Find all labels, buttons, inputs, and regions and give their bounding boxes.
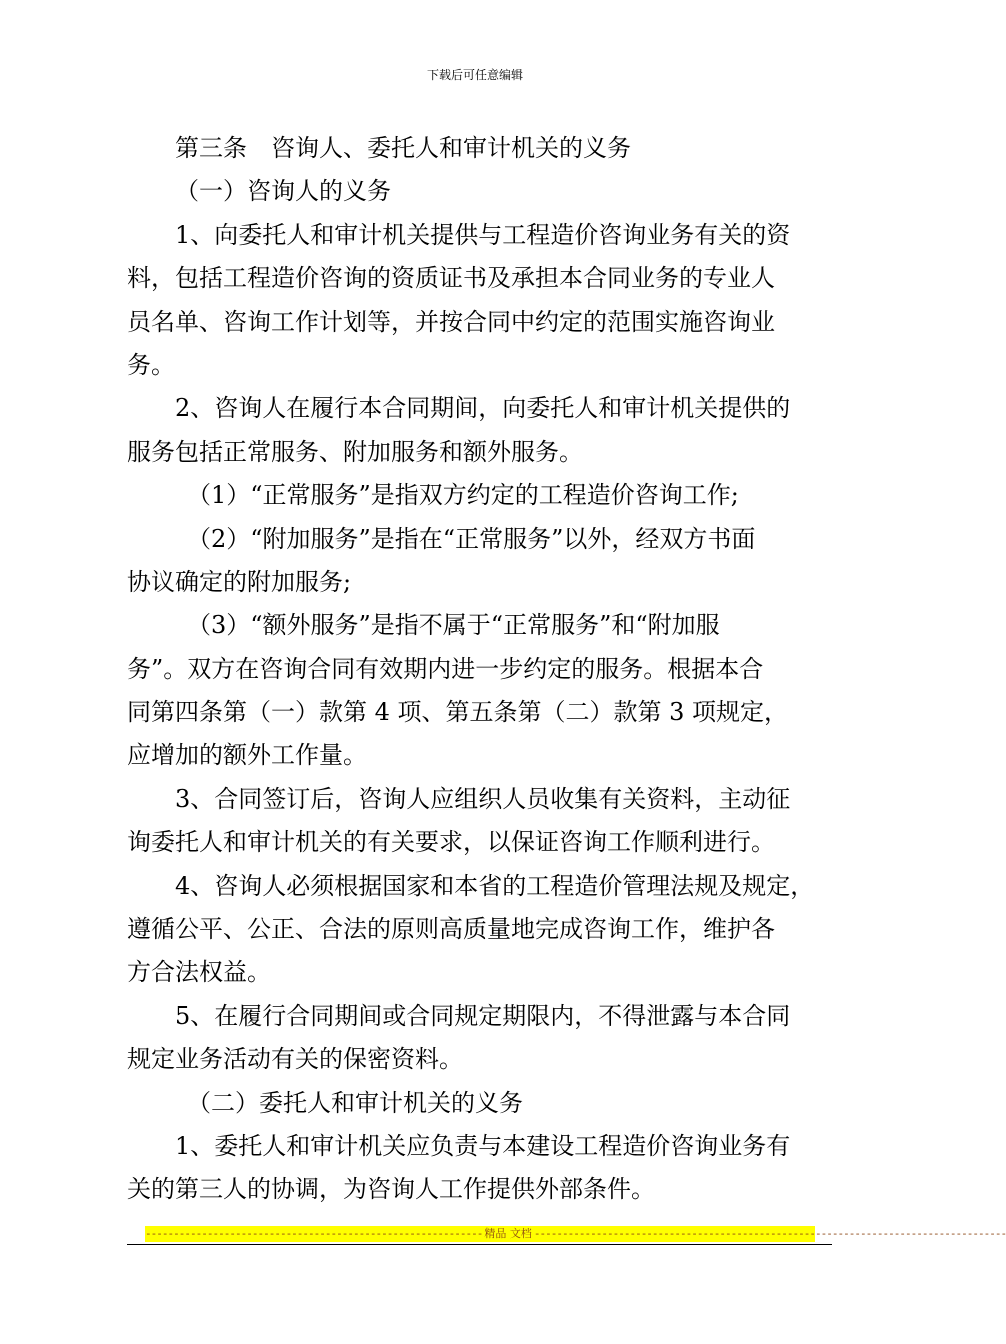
- paragraph-line: 3、合同签订后，咨询人应组织人员收集有关资料，主动征: [175, 784, 791, 813]
- paragraph-line: 同第四条第（一）款第 4 项、第五条第（二）款第 3 项规定，: [127, 698, 789, 727]
- section-heading: （二）委托人和审计机关的义务: [187, 1088, 523, 1117]
- paragraph-line: 1、委托人和审计机关应负责与本建设工程造价咨询业务有: [175, 1131, 791, 1160]
- paragraph-line: 2、咨询人在履行本合同期间，向委托人和审计机关提供的: [175, 394, 791, 423]
- footer-rule: [127, 1244, 832, 1245]
- paragraph-line: 4、咨询人必须根据国家和本省的工程造价管理法规及规定，: [175, 871, 815, 900]
- footer-dashes-left: ------------------------------------------------------------: [145, 1227, 483, 1240]
- paragraph-line: 询委托人和审计机关的有关要求，以保证咨询工作顺利进行。: [127, 828, 775, 857]
- paragraph-line: 5、在履行合同期间或合同规定期限内，不得泄露与本合同: [175, 1001, 791, 1030]
- paragraph-line: 遵循公平、公正、合法的原则高质量地完成咨询工作，维护各: [127, 915, 775, 944]
- paragraph-line: 关的第三人的协调，为咨询人工作提供外部条件。: [127, 1175, 655, 1204]
- footer-banner: [145, 1226, 1006, 1242]
- paragraph-line: （2）“附加服务”是指在“正常服务”以外，经双方书面: [187, 524, 756, 553]
- paragraph-line: 规定业务活动有关的保密资料。: [127, 1045, 463, 1074]
- paragraph-line: 料，包括工程造价咨询的资质证书及承担本合同业务的专业人: [127, 264, 775, 293]
- paragraph-line: 务”。双方在咨询合同有效期内进一步约定的服务。根据本合: [127, 654, 764, 683]
- footer-label: 精品 文档: [484, 1227, 532, 1240]
- paragraph-line: 方合法权益。: [127, 958, 271, 987]
- header-note: 下载后可任意编辑: [426, 68, 523, 82]
- footer-dashes-right: ------------------------------------------------------------------------------------: [533, 1227, 1006, 1240]
- article-heading: 第三条 咨询人、委托人和审计机关的义务: [175, 134, 631, 162]
- paragraph-line: 应增加的额外工作量。: [127, 741, 367, 770]
- paragraph-line: （3）“额外服务”是指不属于“正常服务”和“附加服: [187, 611, 720, 640]
- paragraph-line: （1）“正常服务”是指双方约定的工程造价咨询工作;: [187, 481, 739, 510]
- paragraph-line: 服务包括正常服务、附加服务和额外服务。: [127, 437, 583, 466]
- paragraph-line: 务。: [127, 350, 175, 379]
- paragraph-line: 1、向委托人和审计机关提供与工程造价咨询业务有关的资: [175, 220, 791, 249]
- paragraph-line: 协议确定的附加服务;: [127, 567, 352, 596]
- section-heading: （一）咨询人的义务: [175, 177, 391, 206]
- document-body: [127, 127, 832, 1212]
- paragraph-line: 员名单、咨询工作计划等，并按合同中约定的范围实施咨询业: [127, 307, 775, 336]
